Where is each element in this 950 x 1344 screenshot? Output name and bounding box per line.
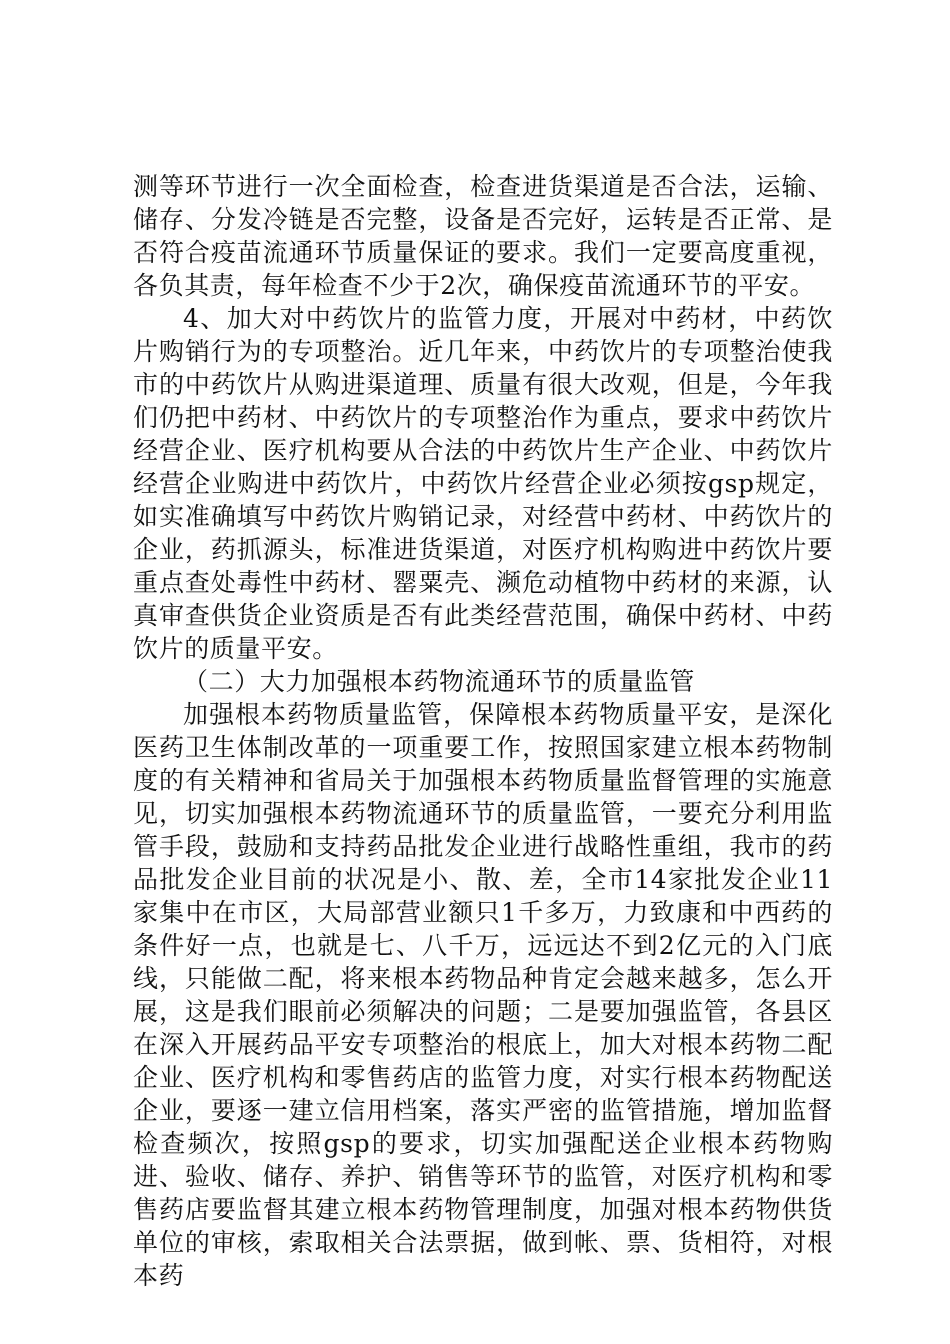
paragraph-vaccine-inspection: 测等环节进行一次全面检查，检查进货渠道是否合法，运输、储存、分发冷链是否完整，设备是否完好，运转是否正常、是否符合疫苗流通环节质量保证的要求。我们一定要高度重视，各负其责，每年检查不少于2次，确保疫苗流通环节的平安。 xyxy=(133,172,833,300)
paragraph-herbal-pieces: 4、加大对中药饮片的监管力度，开展对中药材，中药饮片购销行为的专项整治。近几年来，中药饮片的专项整治使我市的中药饮片从购进渠道理、质量有很大改观，但是，今年我们仍把中药材、中药饮片的专项整治作为重点，要求中药饮片经营企业、医疗机构要从合法的中药饮片生产企业、中药饮片经营企业购进中药饮片，中药饮片经营企业必须按gsp规定，如实准确填写中药饮片购销记录，对经营中药材、中药饮片的企业，药抓源头，标准进货渠道，对医疗机构购进中药饮片要重点查处毒性中药材、罂粟壳、濒危动植物中药材的来源，认真审查供货企业资质是否有此类经营范围，确保中药材、中药饮片的质量平安。 xyxy=(133,304,833,663)
section-heading-essential-drugs: （二）大力加强根本药物流通环节的质量监管 xyxy=(183,667,696,696)
document-body xyxy=(133,170,833,1292)
paragraph-essential-drugs: 加强根本药物质量监管，保障根本药物质量平安，是深化医药卫生体制改革的一项重要工作，按照国家建立根本药物制度的有关精神和省局关于加强根本药物质量监督管理的实施意见，切实加强根本药物流通环节的质量监管，一要充分利用监管手段，鼓励和支持药品批发企业进行战略性重组，我市的药品批发企业目前的状况是小、散、差，全市14家批发企业11家集中在市区，大局部营业额只1千多万，力致康和中西药的条件好一点，也就是七、八千万，远远达不到2亿元的入门底线，只能做二配，将来根本药物品种肯定会越来越多，怎么开展，这是我们眼前必须解决的问题；二是要加强监管，各县区在深入开展药品平安专项整治的根底上，加大对根本药物二配企业、医疗机构和零售药店的监管力度，对实行根本药物配送企业，要逐一建立信用档案，落实严密的监管措施，增加监督检查频次，按照gsp的要求，切实加强配送企业根本药物购进、验收、储存、养护、销售等环节的监管，对医疗机构和零售药店要监督其建立根本药物管理制度，加强对根本药物供货单位的审核，索取相关合法票据，做到帐、票、货相符，对根本药 xyxy=(133,700,833,1290)
